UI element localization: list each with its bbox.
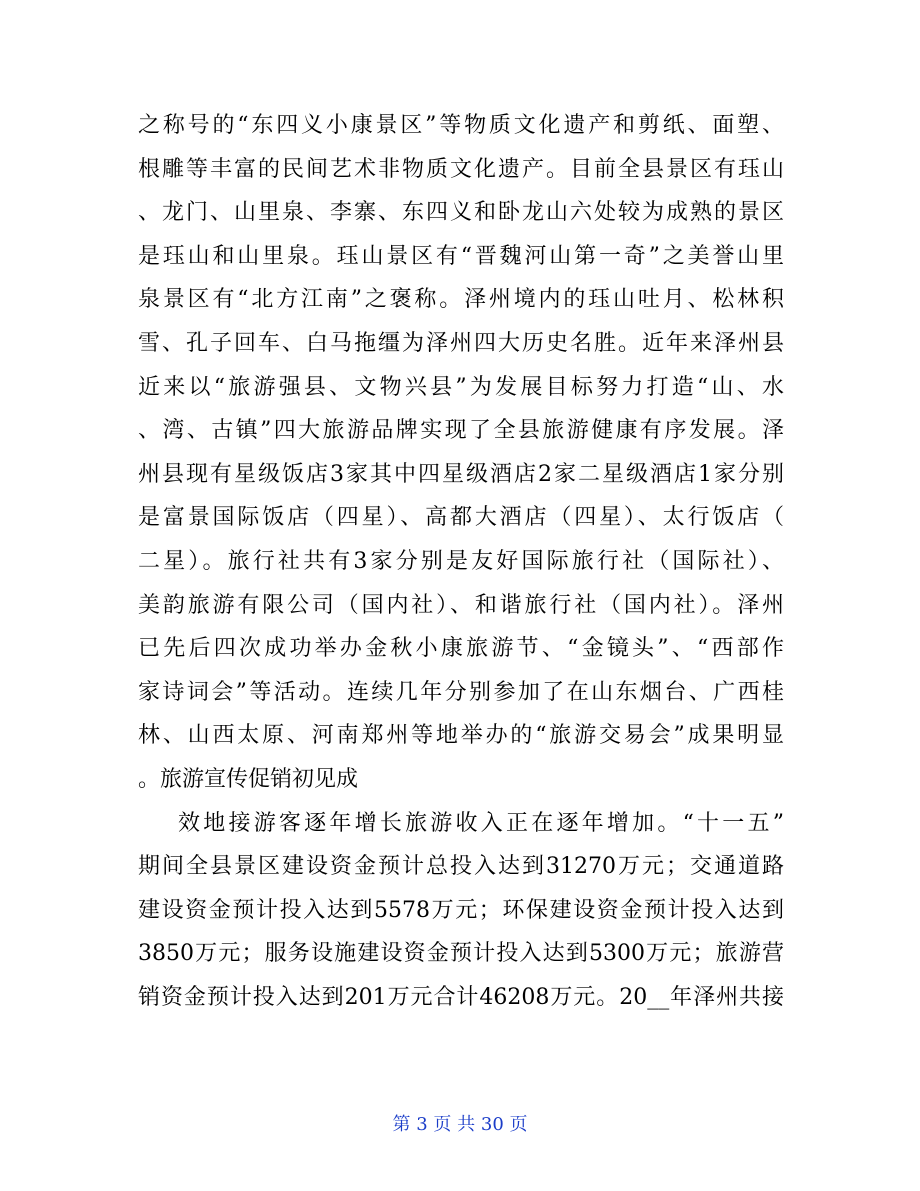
page-footer [0, 1110, 920, 1136]
text-line: 。旅游宣传促销初见成 [138, 766, 359, 792]
text-line: 美韵旅游有限公司（国内社）、和谐旅行社（国内社）。泽州 [138, 592, 784, 618]
text-line: 根雕等丰富的民间艺术非物质文化遗产。目前全县景区有珏山 [138, 156, 784, 182]
text-line: 家诗词会”等活动。连续几年分别参加了在山东烟台、广西桂 [138, 679, 784, 705]
text-line: 是富景国际饭店（四星）、高都大酒店（四星）、太行饭店（ [138, 505, 784, 531]
text-line: 效地接游客逐年增长旅游收入正在逐年增加。“十一五” [178, 810, 784, 836]
text-line: 是珏山和山里泉。珏山景区有“晋魏河山第一奇”之美誉山里 [138, 243, 784, 269]
text-line: 已先后四次成功举办金秋小康旅游节、“金镜头”、“西部作 [138, 636, 784, 662]
text-line: 之称号的“东四义小康景区”等物质文化遗产和剪纸、面塑、 [138, 113, 784, 138]
text-line: 、湾、古镇”四大旅游品牌实现了全县旅游健康有序发展。泽 [138, 418, 784, 444]
footer-label-total: 共 [457, 1114, 476, 1135]
footer-label-total-unit: 页 [509, 1114, 528, 1135]
text-line: 建设资金预计投入达到5578万元；环保建设资金预计投入达到 [138, 897, 784, 923]
text-line: 二星）。旅行社共有3家分别是友好国际旅行社（国际社）、 [138, 548, 784, 574]
footer-total-pages: 30 [480, 1114, 504, 1135]
text-line: 雪、孔子回车、白马拖缰为泽州四大历史名胜。近年来泽州县 [138, 330, 784, 356]
text-line: 3850万元；服务设施建设资金预计投入达到5300万元；旅游营 [138, 941, 784, 967]
body-text [138, 104, 784, 1019]
text-line: 州县现有星级饭店3家其中四星级酒店2家二星级酒店1家分别 [138, 461, 784, 487]
text-line: 期间全县景区建设资金预计总投入达到31270万元；交通道路 [138, 854, 784, 880]
text-line: 销资金预计投入达到201万元合计46208万元。20__年泽州共接 [138, 984, 784, 1010]
footer-label-page-unit: 页 [433, 1114, 452, 1135]
footer-label-page: 第 [392, 1114, 411, 1135]
text-line: 、龙门、山里泉、李寨、东四义和卧龙山六处较为成熟的景区 [138, 200, 784, 226]
text-line: 林、山西太原、河南郑州等地举办的“旅游交易会”成果明显 [138, 723, 784, 749]
footer-current-page: 3 [416, 1114, 428, 1135]
text-line: 泉景区有“北方江南”之褒称。泽州境内的珏山吐月、松林积 [138, 287, 784, 313]
text-line: 近来以“旅游强县、文物兴县”为发展目标努力打造“山、水 [138, 374, 784, 400]
